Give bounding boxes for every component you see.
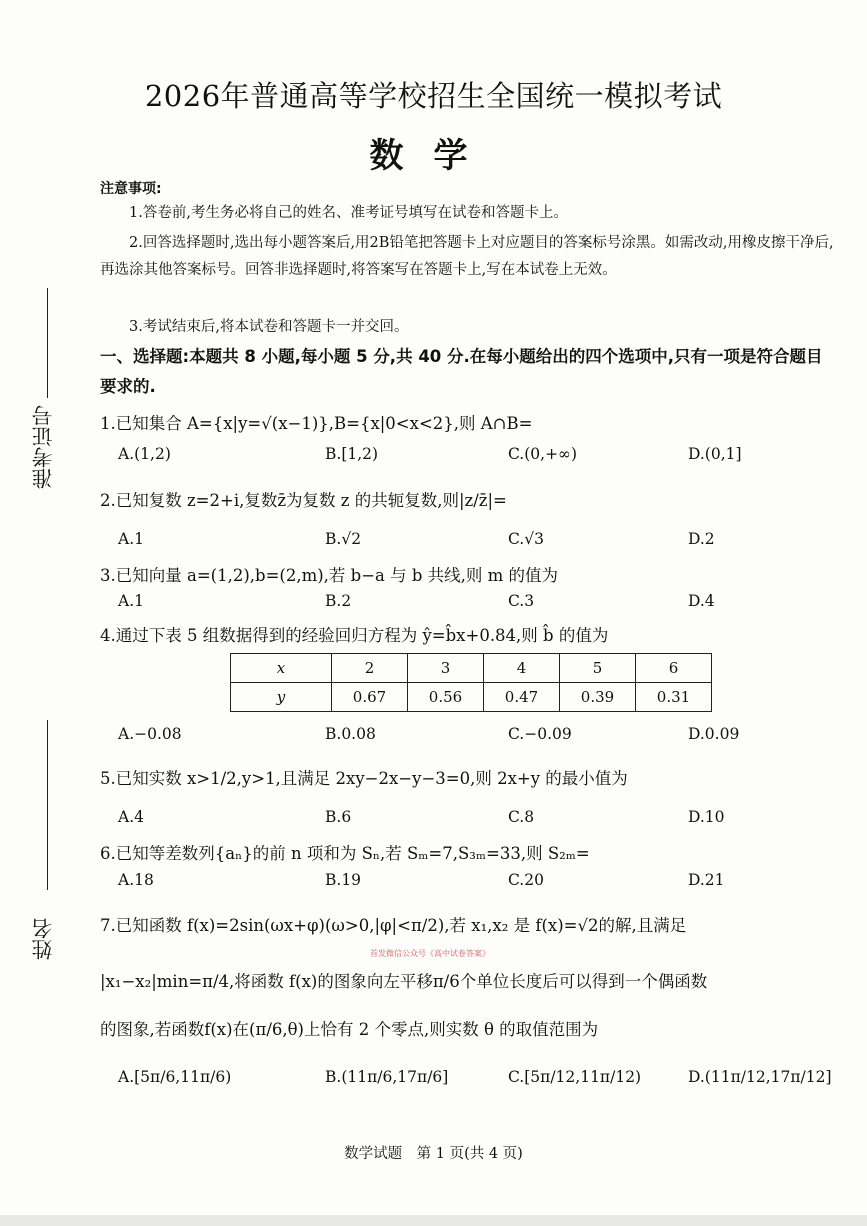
question-4-option-c: C.−0.09 — [508, 725, 572, 743]
notice-item-1: 1.答卷前,考生务必将自己的姓名、准考证号填写在试卷和答题卡上。 — [129, 205, 568, 221]
question-5-option-b: B.6 — [325, 808, 352, 826]
question-5-option-d: D.10 — [688, 808, 725, 826]
question-3-option-b: B.2 — [325, 592, 352, 610]
regression-data-table — [230, 653, 712, 712]
question-4-option-a: A.−0.08 — [118, 725, 182, 743]
table-cell: 4 — [484, 654, 560, 683]
question-7-stem-line-3: 的图象,若函数f(x)在(π/6,θ)上恰有 2 个零点,则实数 θ 的取值范围为 — [100, 1020, 599, 1039]
question-2-option-d: D.2 — [688, 530, 715, 548]
table-cell: 0.56 — [408, 683, 484, 712]
question-2-option-a: A.1 — [118, 530, 144, 548]
scan-border — [0, 1215, 867, 1226]
exam-id-line — [47, 288, 48, 398]
question-7-option-a: A.[5π/6,11π/6) — [118, 1068, 232, 1086]
question-2-option-b: B.√2 — [325, 530, 362, 548]
name-label: 姓名 — [31, 918, 55, 960]
question-3-option-d: D.4 — [688, 592, 715, 610]
notice-title: 注意事项: — [100, 181, 162, 197]
question-1-option-c: C.(0,+∞) — [508, 445, 578, 463]
question-7-stem-line-1: 7.已知函数 f(x)=2sin(ωx+φ)(ω>0,|φ|<π/2),若 x₁,x₂ 是 f(x)=√2的解,且满足 — [100, 916, 687, 935]
question-4-option-d: D.0.09 — [688, 725, 740, 743]
question-2-option-c: C.√3 — [508, 530, 544, 548]
question-2-stem: 2.已知复数 z=2+i,复数z̄为复数 z 的共轭复数,则|z/z̄|= — [100, 491, 507, 510]
question-1-option-b: B.[1,2) — [325, 445, 379, 463]
table-cell: 6 — [636, 654, 712, 683]
watermark-text: 首发微信公众号《高中试卷答案》 — [370, 949, 490, 958]
question-3-option-a: A.1 — [118, 592, 144, 610]
table-x-header: x — [231, 654, 332, 683]
question-7-stem-line-2: |x₁−x₂|min=π/4,将函数 f(x)的图象向左平移π/6个单位长度后可以得到一个偶函数 — [100, 972, 708, 991]
name-line — [47, 720, 48, 890]
question-6-stem: 6.已知等差数列{aₙ}的前 n 项和为 Sₙ,若 Sₘ=7,S₃ₘ=33,则 S₂ₘ= — [100, 844, 590, 863]
notice-item-3: 3.考试结束后,将本试卷和答题卡一并交回。 — [129, 319, 409, 335]
question-4-stem: 4.通过下表 5 组数据得到的经验回归方程为 ŷ=b̂x+0.84,则 b̂ 的值为 — [100, 626, 609, 645]
question-1-option-d: D.(0,1] — [688, 445, 742, 463]
exam-title: 2026年普通高等学校招生全国统一模拟考试 — [144, 79, 723, 113]
table-cell: 5 — [560, 654, 636, 683]
exam-id-label: 准考证号 — [31, 405, 55, 489]
table-cell: 3 — [408, 654, 484, 683]
question-4-option-b: B.0.08 — [325, 725, 376, 743]
table-cell: 0.39 — [560, 683, 636, 712]
table-cell: 0.67 — [332, 683, 408, 712]
question-6-option-d: D.21 — [688, 871, 725, 889]
question-5-option-c: C.8 — [508, 808, 535, 826]
section-header: 一、选择题:本题共 8 小题,每小题 5 分,共 40 分.在每小题给出的四个选项中,只有一项是符合题目要求的. — [100, 347, 823, 396]
question-1-option-a: A.(1,2) — [118, 445, 171, 463]
question-6-option-c: C.20 — [508, 871, 544, 889]
question-5-stem: 5.已知实数 x>1/2,y>1,且满足 2xy−2x−y−3=0,则 2x+y 的最小值为 — [100, 769, 628, 788]
question-6-option-a: A.18 — [118, 871, 154, 889]
question-3-option-c: C.3 — [508, 592, 535, 610]
table-cell: 2 — [332, 654, 408, 683]
notice-item-2: 2.回答选择题时,选出每小题答案后,用2B铅笔把答题卡上对应题目的答案标号涂黑。如需改动,用橡皮擦干净后,再选涂其他答案标号。回答非选择题时,将答案写在答题卡上,写在本试卷上无效。 — [100, 235, 834, 278]
table-cell: 0.31 — [636, 683, 712, 712]
subject-title: 数学 — [369, 136, 498, 176]
table-cell: 0.47 — [484, 683, 560, 712]
question-1-stem: 1.已知集合 A={x|y=√(x−1)},B={x|0<x<2},则 A∩B= — [100, 414, 533, 433]
table-y-header: y — [231, 683, 332, 712]
question-5-option-a: A.4 — [118, 808, 144, 826]
table-row-y — [231, 683, 712, 712]
table-row-x — [231, 654, 712, 683]
question-7-option-b: B.(11π/6,17π/6] — [325, 1068, 449, 1086]
question-6-option-b: B.19 — [325, 871, 362, 889]
question-7-option-d: D.(11π/12,17π/12] — [688, 1068, 832, 1086]
question-7-option-c: C.[5π/12,11π/12) — [508, 1068, 642, 1086]
question-3-stem: 3.已知向量 a=(1,2),b=(2,m),若 b−a 与 b 共线,则 m 的值为 — [100, 566, 559, 585]
page-footer: 数学试题 第 1 页(共 4 页) — [344, 1146, 523, 1162]
